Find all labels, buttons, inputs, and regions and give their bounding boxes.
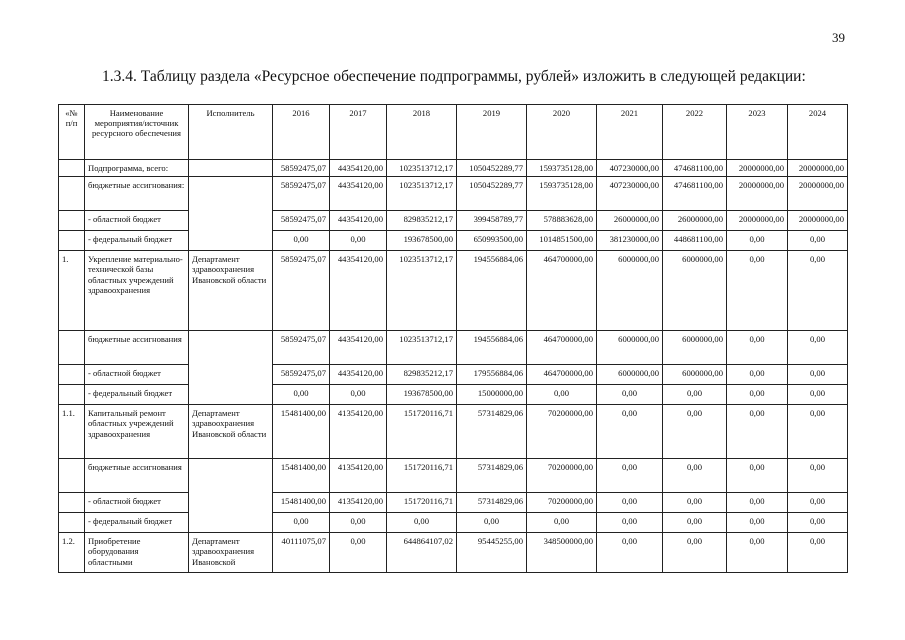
value-cell: 0,00 bbox=[663, 493, 727, 513]
value-cell: 0,00 bbox=[597, 493, 663, 513]
value-cell: 44354120,00 bbox=[330, 331, 387, 365]
value-cell: 194556884,06 bbox=[457, 331, 527, 365]
value-cell: 0,00 bbox=[788, 513, 848, 533]
value-cell: 41354120,00 bbox=[330, 459, 387, 493]
value-cell: 0,00 bbox=[457, 513, 527, 533]
row-number-cell bbox=[59, 231, 85, 251]
row-number-cell bbox=[59, 513, 85, 533]
executor-cell: Департамент здравоохранения Ивановской bbox=[189, 533, 273, 573]
header-cell: 2024 bbox=[788, 105, 848, 160]
executor-cell bbox=[189, 459, 273, 533]
value-cell: 6000000,00 bbox=[663, 365, 727, 385]
value-cell: 6000000,00 bbox=[663, 251, 727, 331]
value-cell: 95445255,00 bbox=[457, 533, 527, 573]
value-cell: 57314829,06 bbox=[457, 459, 527, 493]
value-cell: 0,00 bbox=[663, 459, 727, 493]
value-cell: 0,00 bbox=[273, 513, 330, 533]
value-cell: 194556884,06 bbox=[457, 251, 527, 331]
value-cell: 1023513712,17 bbox=[387, 251, 457, 331]
value-cell: 0,00 bbox=[597, 405, 663, 459]
table-row bbox=[59, 493, 848, 513]
row-name-cell: Укрепление материально-технической базы областных учреждений здравоохранения bbox=[85, 251, 189, 331]
section-heading: 1.3.4. Таблицу раздела «Ресурсное обеспечение подпрограммы, рублей» изложить в следующей редакции: bbox=[102, 68, 806, 85]
value-cell: 58592475,07 bbox=[273, 177, 330, 211]
header-cell: «№ п/п bbox=[59, 105, 85, 160]
value-cell: 1014851500,00 bbox=[527, 231, 597, 251]
value-cell: 407230000,00 bbox=[597, 177, 663, 211]
value-cell: 0,00 bbox=[788, 385, 848, 405]
value-cell: 0,00 bbox=[663, 385, 727, 405]
value-cell: 0,00 bbox=[597, 513, 663, 533]
value-cell: 0,00 bbox=[788, 533, 848, 573]
table-row bbox=[59, 513, 848, 533]
value-cell: 15481400,00 bbox=[273, 459, 330, 493]
header-cell: 2018 bbox=[387, 105, 457, 160]
executor-cell: Департамент здравоохранения Ивановской области bbox=[189, 405, 273, 459]
value-cell: 179556884,06 bbox=[457, 365, 527, 385]
row-name-cell: - областной бюджет bbox=[85, 211, 189, 231]
value-cell: 0,00 bbox=[387, 513, 457, 533]
header-cell: 2022 bbox=[663, 105, 727, 160]
value-cell: 1050452289,77 bbox=[457, 160, 527, 177]
row-number-cell: 1.1. bbox=[59, 405, 85, 459]
value-cell: 0,00 bbox=[527, 513, 597, 533]
value-cell: 0,00 bbox=[330, 513, 387, 533]
table-row bbox=[59, 160, 848, 177]
value-cell: 20000000,00 bbox=[788, 211, 848, 231]
table-row bbox=[59, 365, 848, 385]
value-cell: 399458789,77 bbox=[457, 211, 527, 231]
value-cell: 44354120,00 bbox=[330, 365, 387, 385]
row-number-cell: 1. bbox=[59, 251, 85, 331]
row-number-cell bbox=[59, 211, 85, 231]
value-cell: 58592475,07 bbox=[273, 251, 330, 331]
row-name-cell: - федеральный бюджет bbox=[85, 385, 189, 405]
table-row bbox=[59, 385, 848, 405]
value-cell: 464700000,00 bbox=[527, 331, 597, 365]
executor-cell bbox=[189, 177, 273, 251]
value-cell: 6000000,00 bbox=[597, 365, 663, 385]
value-cell: 0,00 bbox=[727, 231, 788, 251]
table-row bbox=[59, 231, 848, 251]
value-cell: 474681100,00 bbox=[663, 177, 727, 211]
value-cell: 26000000,00 bbox=[663, 211, 727, 231]
value-cell: 464700000,00 bbox=[527, 365, 597, 385]
value-cell: 644864107,02 bbox=[387, 533, 457, 573]
value-cell: 0,00 bbox=[663, 533, 727, 573]
resource-table bbox=[58, 104, 848, 573]
value-cell: 20000000,00 bbox=[727, 211, 788, 231]
header-cell: 2016 bbox=[273, 105, 330, 160]
table-row bbox=[59, 459, 848, 493]
executor-cell bbox=[189, 160, 273, 177]
value-cell: 70200000,00 bbox=[527, 459, 597, 493]
value-cell: 57314829,06 bbox=[457, 493, 527, 513]
value-cell: 20000000,00 bbox=[727, 160, 788, 177]
value-cell: 0,00 bbox=[273, 231, 330, 251]
value-cell: 0,00 bbox=[663, 405, 727, 459]
value-cell: 41354120,00 bbox=[330, 405, 387, 459]
value-cell: 58592475,07 bbox=[273, 160, 330, 177]
value-cell: 41354120,00 bbox=[330, 493, 387, 513]
value-cell: 20000000,00 bbox=[788, 160, 848, 177]
value-cell: 1593735128,00 bbox=[527, 160, 597, 177]
value-cell: 464700000,00 bbox=[527, 251, 597, 331]
table-row bbox=[59, 331, 848, 365]
value-cell: 0,00 bbox=[527, 385, 597, 405]
value-cell: 1023513712,17 bbox=[387, 160, 457, 177]
page-number: 39 bbox=[832, 30, 845, 45]
value-cell: 0,00 bbox=[727, 385, 788, 405]
row-number-cell: 1.2. bbox=[59, 533, 85, 573]
value-cell: 0,00 bbox=[727, 513, 788, 533]
row-name-cell: бюджетные ассигнования: bbox=[85, 177, 189, 211]
value-cell: 57314829,06 bbox=[457, 405, 527, 459]
value-cell: 0,00 bbox=[788, 405, 848, 459]
header-cell: Исполнитель bbox=[189, 105, 273, 160]
value-cell: 0,00 bbox=[597, 385, 663, 405]
value-cell: 0,00 bbox=[727, 331, 788, 365]
value-cell: 0,00 bbox=[727, 459, 788, 493]
row-number-cell bbox=[59, 459, 85, 493]
value-cell: 0,00 bbox=[663, 513, 727, 533]
value-cell: 0,00 bbox=[788, 331, 848, 365]
value-cell: 0,00 bbox=[727, 405, 788, 459]
table-row bbox=[59, 405, 848, 459]
value-cell: 829835212,17 bbox=[387, 211, 457, 231]
value-cell: 40111075,07 bbox=[273, 533, 330, 573]
row-number-cell bbox=[59, 160, 85, 177]
header-cell: 2017 bbox=[330, 105, 387, 160]
value-cell: 44354120,00 bbox=[330, 251, 387, 331]
row-name-cell: - областной бюджет bbox=[85, 493, 189, 513]
row-number-cell bbox=[59, 385, 85, 405]
value-cell: 15000000,00 bbox=[457, 385, 527, 405]
value-cell: 58592475,07 bbox=[273, 211, 330, 231]
row-name-cell: Капитальный ремонт областных учреждений здравоохранения bbox=[85, 405, 189, 459]
value-cell: 0,00 bbox=[727, 493, 788, 513]
row-name-cell: бюджетные ассигнования bbox=[85, 459, 189, 493]
row-name-cell: Приобретение оборудования областными bbox=[85, 533, 189, 573]
value-cell: 0,00 bbox=[727, 251, 788, 331]
value-cell: 193678500,00 bbox=[387, 231, 457, 251]
value-cell: 70200000,00 bbox=[527, 405, 597, 459]
value-cell: 1023513712,17 bbox=[387, 331, 457, 365]
value-cell: 151720116,71 bbox=[387, 405, 457, 459]
value-cell: 1050452289,77 bbox=[457, 177, 527, 211]
row-number-cell bbox=[59, 365, 85, 385]
value-cell: 193678500,00 bbox=[387, 385, 457, 405]
value-cell: 0,00 bbox=[597, 533, 663, 573]
value-cell: 0,00 bbox=[788, 231, 848, 251]
header-cell: 2020 bbox=[527, 105, 597, 160]
value-cell: 1593735128,00 bbox=[527, 177, 597, 211]
row-number-cell bbox=[59, 177, 85, 211]
value-cell: 474681100,00 bbox=[663, 160, 727, 177]
value-cell: 0,00 bbox=[788, 493, 848, 513]
value-cell: 407230000,00 bbox=[597, 160, 663, 177]
table-row bbox=[59, 177, 848, 211]
value-cell: 0,00 bbox=[727, 533, 788, 573]
value-cell: 44354120,00 bbox=[330, 211, 387, 231]
value-cell: 448681100,00 bbox=[663, 231, 727, 251]
row-name-cell: бюджетные ассигнования bbox=[85, 331, 189, 365]
value-cell: 58592475,07 bbox=[273, 331, 330, 365]
header-cell: 2023 bbox=[727, 105, 788, 160]
value-cell: 0,00 bbox=[330, 385, 387, 405]
value-cell: 0,00 bbox=[330, 533, 387, 573]
header-cell: Наименование мероприятия/источник ресурсного обеспечения bbox=[85, 105, 189, 160]
value-cell: 26000000,00 bbox=[597, 211, 663, 231]
value-cell: 0,00 bbox=[788, 251, 848, 331]
value-cell: 44354120,00 bbox=[330, 160, 387, 177]
value-cell: 70200000,00 bbox=[527, 493, 597, 513]
value-cell: 0,00 bbox=[788, 459, 848, 493]
table-header-row bbox=[59, 105, 848, 160]
value-cell: 381230000,00 bbox=[597, 231, 663, 251]
row-name-cell: - областной бюджет bbox=[85, 365, 189, 385]
value-cell: 0,00 bbox=[597, 459, 663, 493]
executor-cell bbox=[189, 331, 273, 405]
value-cell: 44354120,00 bbox=[330, 177, 387, 211]
value-cell: 6000000,00 bbox=[597, 251, 663, 331]
value-cell: 58592475,07 bbox=[273, 365, 330, 385]
value-cell: 15481400,00 bbox=[273, 405, 330, 459]
header-cell: 2021 bbox=[597, 105, 663, 160]
table-row bbox=[59, 533, 848, 573]
row-name-cell: Подпрограмма, всего: bbox=[85, 160, 189, 177]
value-cell: 151720116,71 bbox=[387, 459, 457, 493]
table-row bbox=[59, 251, 848, 331]
value-cell: 578883628,00 bbox=[527, 211, 597, 231]
value-cell: 0,00 bbox=[727, 365, 788, 385]
value-cell: 650993500,00 bbox=[457, 231, 527, 251]
value-cell: 151720116,71 bbox=[387, 493, 457, 513]
row-number-cell bbox=[59, 493, 85, 513]
value-cell: 0,00 bbox=[788, 365, 848, 385]
value-cell: 0,00 bbox=[330, 231, 387, 251]
row-name-cell: - федеральный бюджет bbox=[85, 513, 189, 533]
value-cell: 6000000,00 bbox=[663, 331, 727, 365]
header-cell: 2019 bbox=[457, 105, 527, 160]
value-cell: 829835212,17 bbox=[387, 365, 457, 385]
value-cell: 6000000,00 bbox=[597, 331, 663, 365]
row-number-cell bbox=[59, 331, 85, 365]
value-cell: 20000000,00 bbox=[788, 177, 848, 211]
row-name-cell: - федеральный бюджет bbox=[85, 231, 189, 251]
executor-cell: Департамент здравоохранения Ивановской области bbox=[189, 251, 273, 331]
value-cell: 348500000,00 bbox=[527, 533, 597, 573]
value-cell: 1023513712,17 bbox=[387, 177, 457, 211]
table-row bbox=[59, 211, 848, 231]
value-cell: 0,00 bbox=[273, 385, 330, 405]
value-cell: 20000000,00 bbox=[727, 177, 788, 211]
value-cell: 15481400,00 bbox=[273, 493, 330, 513]
